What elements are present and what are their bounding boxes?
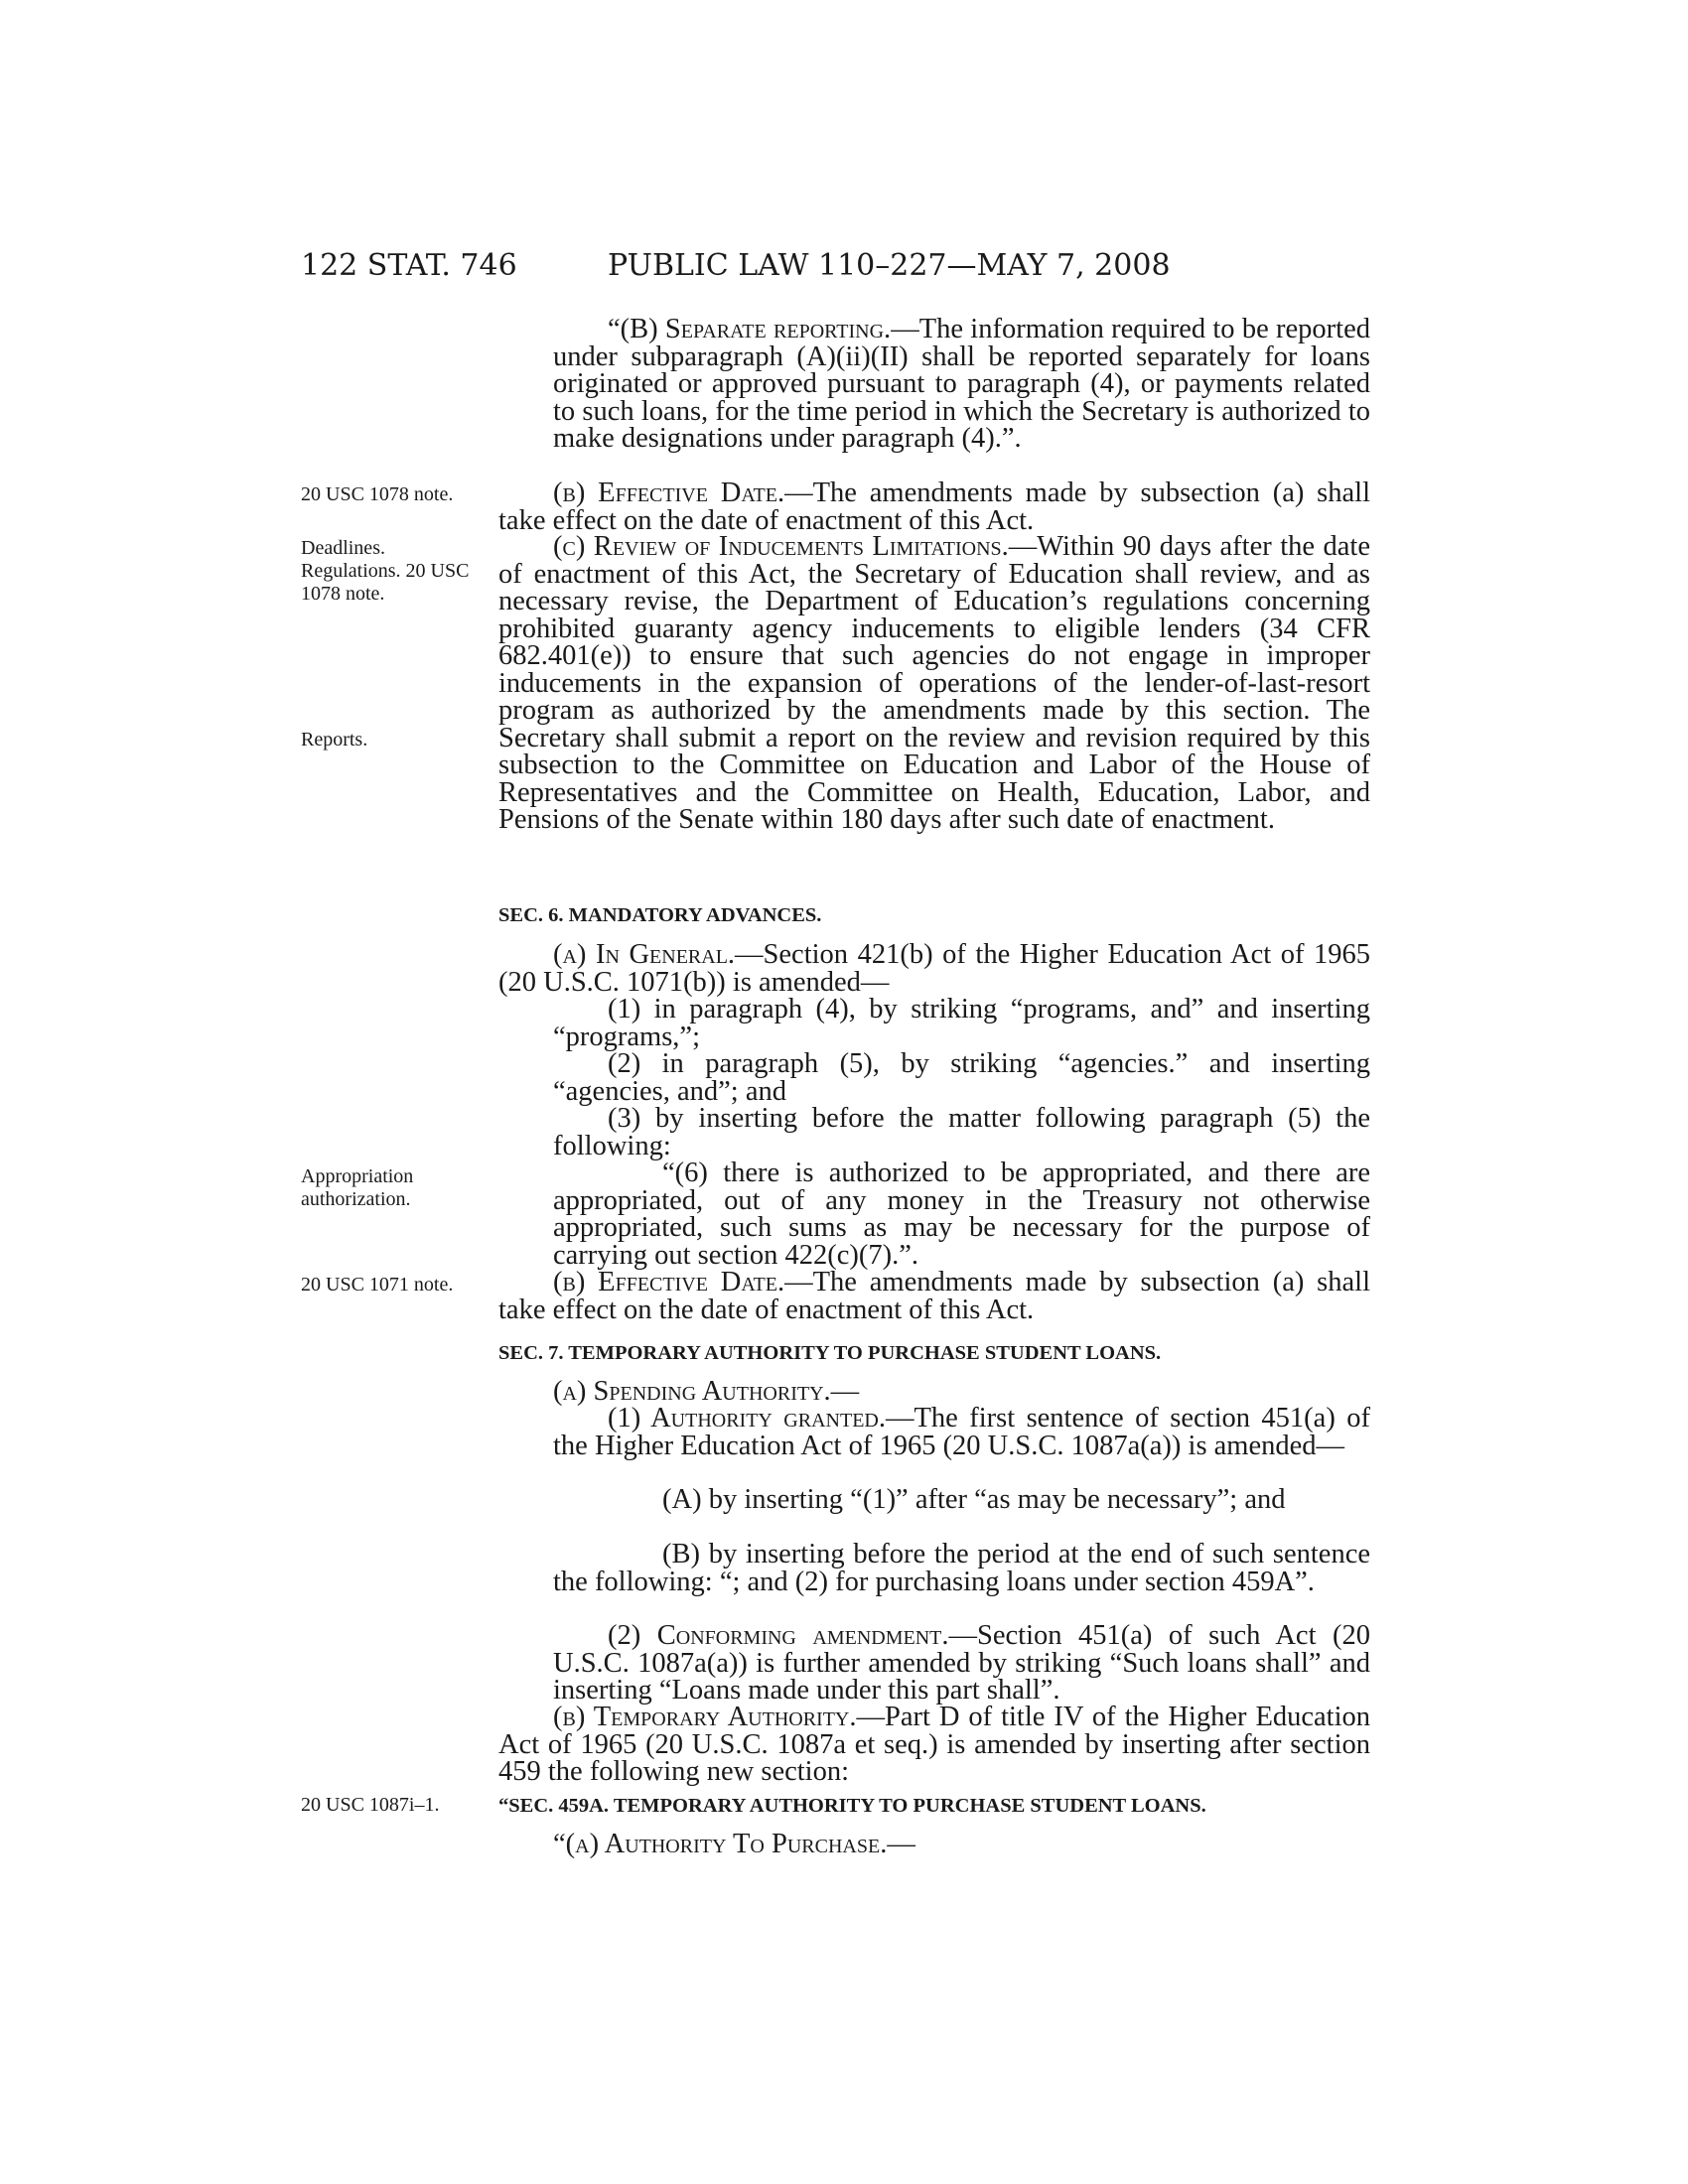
section-heading: “SEC. 459A. TEMPORARY AUTHORITY TO PURCHASE STUDENT LOANS. — [498, 1795, 1206, 1817]
paragraph-sec6-a6 — [498, 1160, 1370, 1269]
paragraph-heading: (a) In General. — [553, 939, 736, 970]
paragraph-text: —Section 451(a) of such Act (20 U.S.C. 1087a(a)) is further amended by striking “Such loans shall” and inserting “Loans made under this part shall”. — [553, 1620, 1370, 1706]
paragraph-text: —Section 421(b) of the Higher Education Act of 1965 (20 U.S.C. 1071(b)) is amended— — [498, 939, 1370, 998]
paragraph-text: —The first sentence of section 451(a) of the Higher Education Act of 1965 (20 U.S.C. 1087a(a)) is amended— — [553, 1403, 1370, 1461]
section-6-title — [498, 903, 1370, 927]
paragraph-review-inducements — [498, 533, 1370, 834]
paragraph-heading: (a) Spending Authority. — [553, 1376, 831, 1407]
paragraph-text: —The amendments made by subsection (a) shall take effect on the date of enactment of this Act. — [498, 478, 1370, 536]
paragraph-text: (3) by inserting before the matter following paragraph (5) the following: — [553, 1103, 1370, 1161]
paragraph-heading: (1) Authority granted. — [608, 1403, 886, 1433]
paragraph-sec6-a3 — [498, 1105, 1370, 1160]
paragraph-sec7-b — [498, 1704, 1370, 1786]
section-7-title — [498, 1341, 1370, 1365]
paragraph-heading: “(a) Authority To Purchase. — [553, 1829, 888, 1859]
paragraph-heading: (b) Temporary Authority. — [553, 1702, 857, 1732]
paragraph-sec7-a — [498, 1378, 1370, 1406]
paragraph-text: (B) by inserting before the period at the end of such sentence the following: “; and (2) for purchasing loans under section 459A”. — [553, 1539, 1370, 1597]
margin-note: 20 USC 1071 note. — [301, 1274, 454, 1296]
paragraph-text: —Part D of title IV of the Higher Education Act of 1965 (20 U.S.C. 1087a et seq.) is amended by inserting after section 459 the following new section: — [498, 1702, 1370, 1787]
margin-note: 20 USC 1078 note. — [301, 483, 454, 505]
paragraph-sec7-a2 — [498, 1622, 1370, 1705]
paragraph-heading: “(B) Separate reporting. — [608, 314, 892, 344]
paragraph-text: — — [830, 1376, 860, 1407]
paragraph-text: (A) by inserting “(1)” after “as may be necessary”; and — [662, 1484, 1286, 1515]
margin-note: Appropriation authorization. — [301, 1165, 414, 1210]
paragraph-text: —The amendments made by subsection (a) shall take effect on the date of enactment of this Act. — [498, 1267, 1370, 1325]
paragraph-sec6-b — [498, 1269, 1370, 1323]
page-running-title: PUBLIC LAW 110–227—MAY 7, 2008 — [608, 248, 1171, 283]
margin-note: Reports. — [301, 729, 368, 751]
paragraph-text: (1) in paragraph (4), by striking “programs, and” and inserting “programs,”; — [553, 994, 1370, 1052]
paragraph-sec7-aB — [498, 1541, 1370, 1595]
paragraph-text: —Within 90 days after the date of enactment of this Act, the Secretary of Education shall review, and as necessary revise, the Department of Education’s regulations concerning prohibited guaranty agency inducements to eligible lenders (34 CFR 682.401(e)) to ensure that such agencies do not engage in improper inducements in the expansion of operations of the lender-of-last-resort program as authorized by the amendments made by this section. The Secretary shall submit a report on the review and revision required by this subsection to the Committee on Education and Labor of the House of Representatives and the Committee on Health, Education, Labor, and Pensions of the Senate within 180 days after such date of enactment. — [498, 531, 1370, 835]
paragraph-text: —The information required to be reported under subparagraph (A)(ii)(II) shall be reported separately for loans originated or approved pursuant to paragraph (4), or payments related to such loans, for the time period in which the Secretary is authorized to make designations under paragraph (4).”. — [553, 314, 1370, 454]
section-459a-title — [498, 1794, 1370, 1818]
section-heading: SEC. 7. TEMPORARY AUTHORITY TO PURCHASE STUDENT LOANS. — [498, 1342, 1162, 1364]
paragraph-heading: (2) Conforming amendment. — [608, 1620, 949, 1651]
paragraph-text: (2) in paragraph (5), by striking “agencies.” and inserting “agencies, and”; and — [553, 1048, 1370, 1107]
paragraph-459a-a — [498, 1831, 1370, 1858]
paragraph-sec6-a2 — [498, 1050, 1370, 1105]
paragraph-sec6-a1 — [498, 996, 1370, 1050]
paragraph-separate-reporting — [498, 316, 1370, 453]
section-heading: SEC. 6. MANDATORY ADVANCES. — [498, 904, 822, 926]
page-stat-number: 122 STAT. 746 — [301, 248, 517, 283]
margin-note: 20 USC 1087i–1. — [301, 1794, 440, 1816]
paragraph-text: “(6) there is authorized to be appropriated, and there are appropriated, out of any money in the Treasury not otherwise appropriated, such sums as may be necessary for the purpose of carrying out section 422(c)(7).”. — [553, 1158, 1370, 1271]
paragraph-effective-date — [498, 479, 1370, 534]
paragraph-heading: (b) Effective Date. — [553, 1267, 785, 1297]
paragraph-sec7-aA — [498, 1486, 1370, 1514]
paragraph-sec7-a1 — [498, 1405, 1370, 1459]
paragraph-text: — — [887, 1829, 915, 1859]
paragraph-sec6-a — [498, 941, 1370, 996]
margin-note: Deadlines. Regulations. 20 USC 1078 note. — [301, 537, 470, 605]
paragraph-heading: (b) Effective Date. — [553, 478, 785, 508]
paragraph-heading: (c) Review of Inducements Limitations. — [553, 531, 1009, 562]
